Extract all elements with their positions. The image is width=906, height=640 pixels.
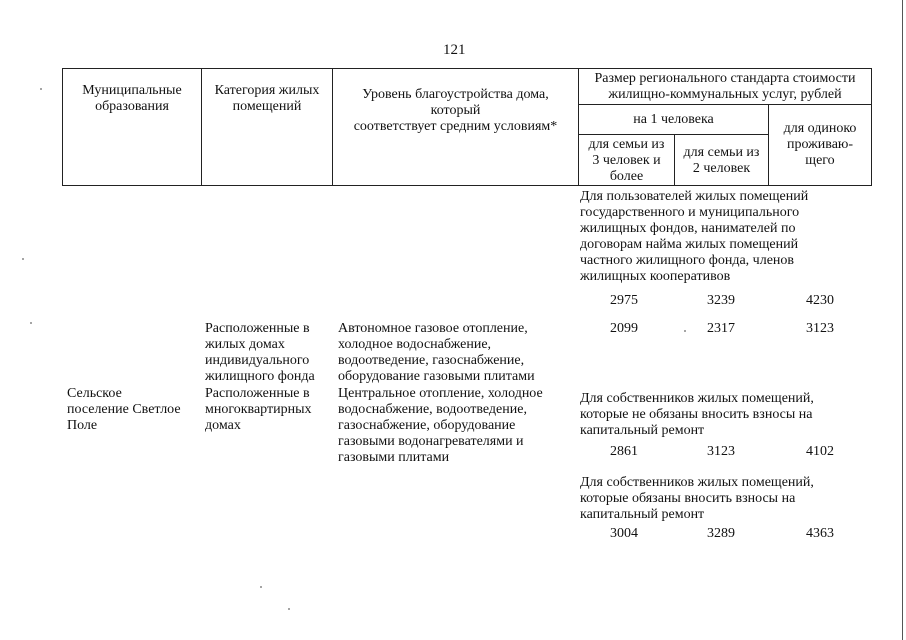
table-header: [62, 68, 872, 186]
category-individual: Расположенные в жилых домах индивидуального жилищного фонда: [205, 321, 315, 384]
category-apartment: Расположенные в многоквартирных домах: [205, 386, 312, 433]
header-municipality: Муниципальные образования: [63, 69, 202, 186]
header-level: Уровень благоустройства дома, который соответствует средним условиям*: [333, 69, 579, 186]
section-owners-obliged-text: Для собственников жилых помещений, которые обязаны вносить взносы на капитальный ремонт: [580, 475, 814, 522]
header-single: для одиноко проживаю- щего: [769, 105, 872, 186]
owners-not-obliged-value-family3: 2861: [610, 444, 638, 459]
header-family3: для семьи из 3 человек и более: [579, 135, 675, 186]
users-value-single: 4230: [806, 293, 834, 308]
owners-not-obliged-value-single: 4102: [806, 444, 834, 459]
page-edge-line: [902, 0, 903, 640]
section-owners-not-obliged-text: Для собственников жилых помещений, которые не обязаны вносить взносы на капитальный ремонт: [580, 391, 814, 438]
header-family2: для семьи из 2 человек: [675, 135, 769, 186]
page-number: 121: [443, 42, 466, 58]
scan-speck: [260, 586, 262, 588]
owners-not-obliged-value-family2: 3123: [707, 444, 735, 459]
individual-value-family2: 2317: [707, 321, 735, 336]
header-category: Категория жилых помещений: [202, 69, 333, 186]
municipality-name: Сельское поселение Светлое Поле: [67, 386, 181, 433]
scan-speck: [22, 258, 24, 260]
level-apartment: Центральное отопление, холодное водоснабжение, водоотведение, газоснабжение, оборудование газовыми водонагревателями и газовыми плитами: [338, 386, 543, 465]
individual-value-single: 3123: [806, 321, 834, 336]
owners-obliged-value-family2: 3289: [707, 526, 735, 541]
level-individual: Автономное газовое отопление, холодное водоснабжение, водоотведение, газоснабжение, оборудование газовыми плитами: [338, 321, 535, 384]
scan-speck: [288, 608, 290, 610]
users-value-family3: 2975: [610, 293, 638, 308]
owners-obliged-value-single: 4363: [806, 526, 834, 541]
individual-value-family3: 2099: [610, 321, 638, 336]
users-value-family2: 3239: [707, 293, 735, 308]
header-per-person: на 1 человека: [579, 105, 769, 135]
header-size: Размер регионального стандарта стоимости жилищно-коммунальных услуг, рублей: [579, 69, 872, 105]
scan-speck: [40, 88, 42, 90]
section-users-text: Для пользователей жилых помещений государственного и муниципального жилищных фондов, нанимателей по договорам найма жилых помещений частного жилищного фонда, членов жилищных кооперативов: [580, 189, 809, 284]
owners-obliged-value-family3: 3004: [610, 526, 638, 541]
scan-speck: [684, 330, 686, 332]
scan-speck: [30, 322, 32, 324]
